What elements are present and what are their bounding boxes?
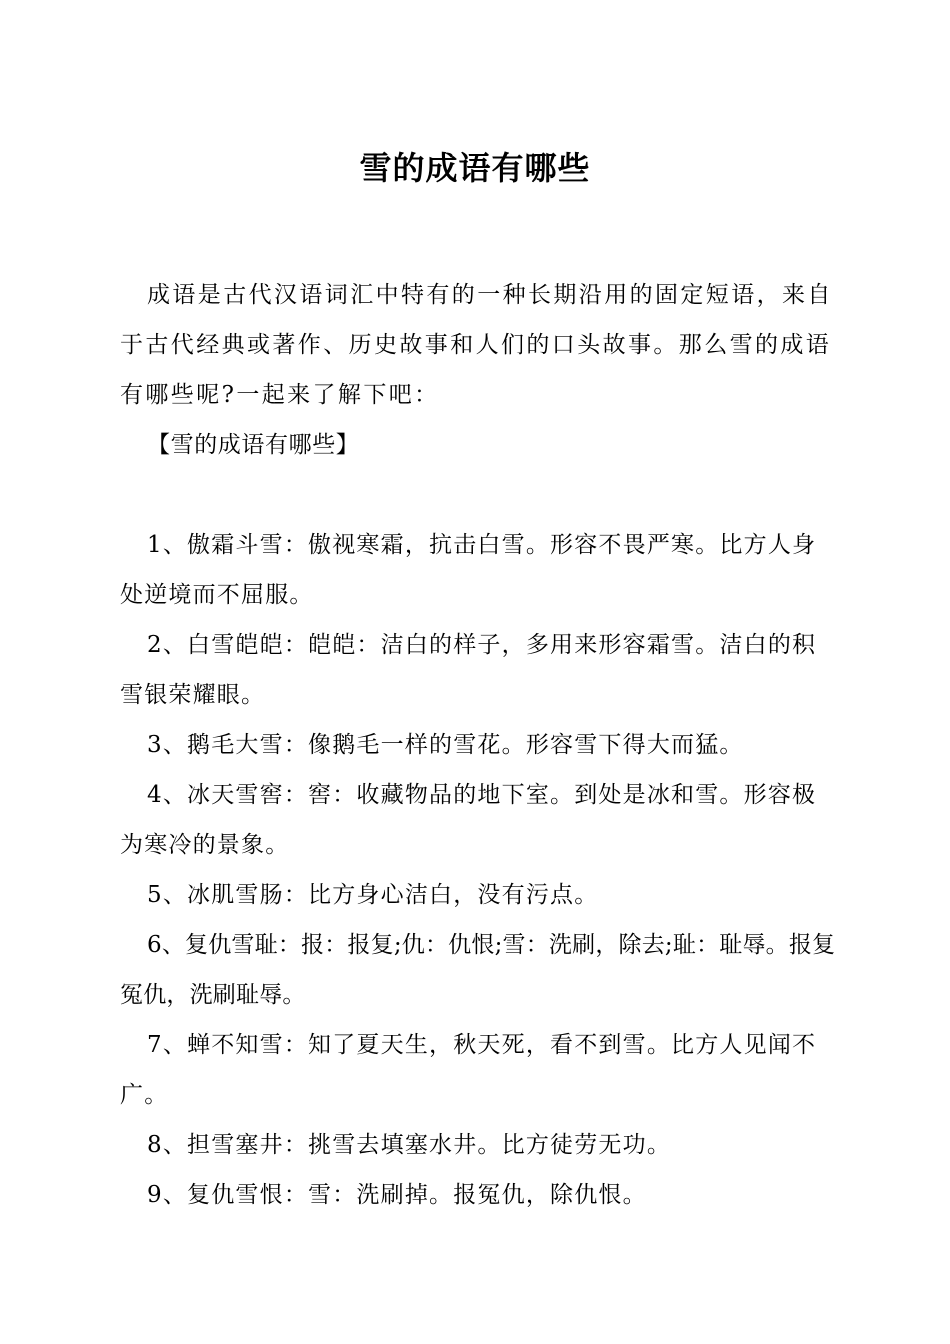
idiom-item: 1、傲霜斗雪：傲视寒霜，抗击白雪。形容不畏严寒。比方人身处逆境而不屈服。 xyxy=(120,532,817,608)
idiom-item: 7、蝉不知雪：知了夏天生，秋天死，看不到雪。比方人见闻不广。 xyxy=(120,1032,817,1108)
idiom-item: 3、鹅毛大雪：像鹅毛一样的雪花。形容雪下得大而猛。 xyxy=(147,732,744,758)
idiom-item: 9、复仇雪恨：雪：洗刷掉。报冤仇，除仇恨。 xyxy=(147,1182,647,1208)
paragraph-gap xyxy=(120,470,836,520)
page-title: 雪的成语有哪些 xyxy=(359,149,591,187)
idiom-item: 5、冰肌雪肠：比方身心洁白，没有污点。 xyxy=(147,882,599,908)
idiom-item: 8、担雪塞井：挑雪去填塞水井。比方徒劳无功。 xyxy=(147,1132,672,1158)
section-heading: 【雪的成语有哪些】 xyxy=(147,432,360,458)
idiom-item: 2、白雪皑皑：皑皑：洁白的样子，多用来形容霜雪。洁白的积雪银荣耀眼。 xyxy=(120,632,817,708)
idiom-item: 6、复仇雪耻：报：报复;仇：仇恨;雪：洗刷，除去;耻：耻辱。报复冤仇，洗刷耻辱。 xyxy=(120,932,836,1008)
document-body xyxy=(120,270,836,1220)
intro-paragraph: 成语是古代汉语词汇中特有的一种长期沿用的固定短语，来自于古代经典或著作、历史故事和人们的口头故事。那么雪的成语有哪些呢?一起来了解下吧： xyxy=(120,282,833,408)
idiom-item: 4、冰天雪窖：窖：收藏物品的地下室。到处是冰和雪。形容极为寒冷的景象。 xyxy=(120,782,817,858)
